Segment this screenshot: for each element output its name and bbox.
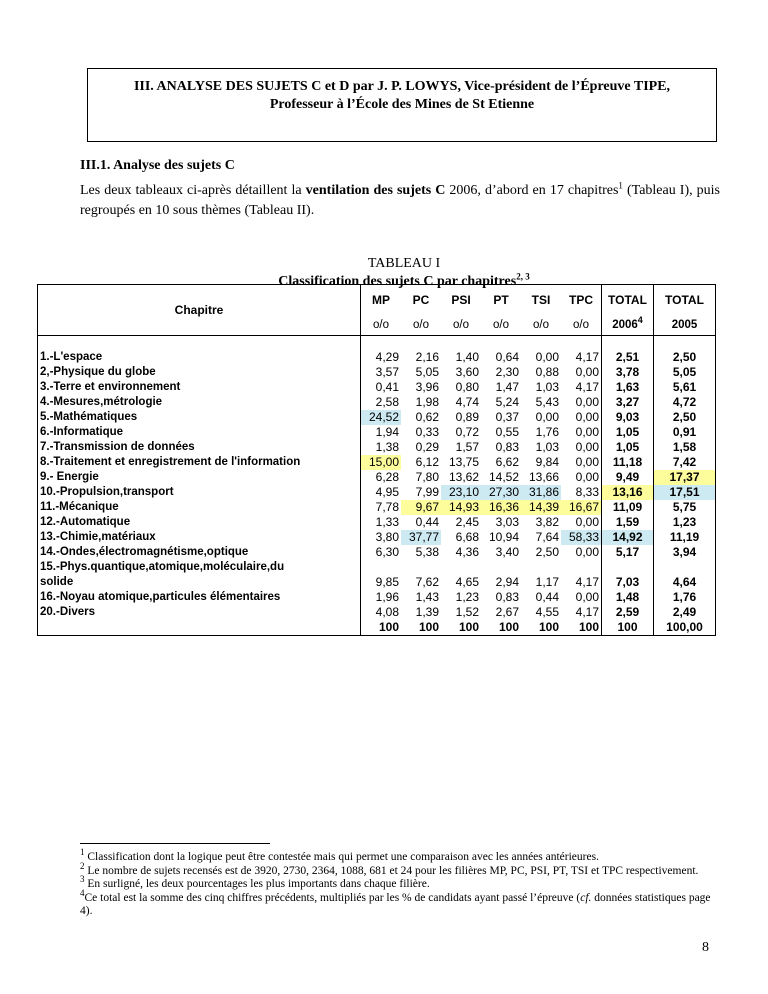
table-cell: 100,00 bbox=[654, 620, 716, 636]
chapter-label: 11.-Mécanique bbox=[38, 500, 361, 515]
table-cell: 2,45 bbox=[455, 515, 479, 529]
table-cell: 6,12 bbox=[415, 455, 439, 469]
table-cell: 9,49 bbox=[602, 470, 654, 485]
table-cell: 1,23 bbox=[455, 590, 479, 604]
table-cell: 2,30 bbox=[495, 365, 519, 379]
table-cell: 0,89 bbox=[455, 410, 479, 424]
table-cell: 0,91 bbox=[654, 425, 716, 440]
table-cell: 1,05 bbox=[602, 440, 654, 455]
table-cell: 5,17 bbox=[602, 545, 654, 560]
column-unit: o/o bbox=[481, 315, 521, 336]
table-cell: 10,94 bbox=[488, 530, 519, 544]
table-cell: 1,03 bbox=[535, 440, 559, 454]
column-unit: o/o bbox=[401, 315, 441, 336]
table-cell: 2,51 bbox=[602, 350, 654, 365]
table-cell: 6,30 bbox=[361, 545, 402, 560]
table-cell: 0,80 bbox=[455, 380, 479, 394]
table-cell: 0,00 bbox=[535, 350, 559, 364]
table-cell: 0,83 bbox=[495, 440, 519, 454]
table-row bbox=[38, 530, 716, 545]
intro-bold: ventilation des sujets C bbox=[305, 183, 446, 198]
column-header-pc: PC bbox=[401, 285, 441, 316]
table-cell: 5,05 bbox=[415, 365, 439, 379]
table-row bbox=[38, 515, 716, 530]
table-cell: 2,59 bbox=[602, 605, 654, 620]
table-cell: 1,40 bbox=[455, 350, 479, 364]
table-cell: 13,62 bbox=[448, 470, 479, 484]
intro-text-1: Les deux tableaux ci-après détaillent la bbox=[80, 183, 306, 198]
table-cell: 0,44 bbox=[415, 515, 439, 529]
chapter-label: 15.-Phys.quantique,atomique,moléculaire,du bbox=[38, 560, 361, 575]
table-cell: 4,72 bbox=[654, 395, 716, 410]
footnote: $^3$ En surligné, les deux pourcentages les plus importants dans chaque filière. bbox=[80, 874, 430, 890]
table-cell: 4,17 bbox=[561, 605, 602, 620]
table-cell: 3,40 bbox=[495, 545, 519, 559]
table-cell: 14,93 bbox=[441, 500, 481, 515]
table-cell: 4,29 bbox=[361, 350, 402, 365]
table-row bbox=[38, 395, 716, 410]
table-row bbox=[38, 470, 716, 485]
page-number: 8 bbox=[702, 940, 709, 955]
table-cell: 1,57 bbox=[455, 440, 479, 454]
chapter-label: 13.-Chimie,matériaux bbox=[38, 530, 361, 545]
intro-paragraph bbox=[80, 181, 720, 221]
table-cell: 0,00 bbox=[561, 515, 602, 530]
table-cell: 3,94 bbox=[654, 545, 716, 560]
table-cell: 3,82 bbox=[535, 515, 559, 529]
table-cell: 0,44 bbox=[535, 590, 559, 604]
table-cell: 11,19 bbox=[654, 530, 716, 545]
table-cell: 9,85 bbox=[361, 575, 402, 590]
table-cell: 5,38 bbox=[415, 545, 439, 559]
table-cell: 1,17 bbox=[535, 575, 559, 589]
chapter-label: 16.-Noyau atomique,particules élémentaires bbox=[38, 590, 361, 605]
table-row bbox=[38, 425, 716, 440]
table-row bbox=[38, 410, 716, 425]
chapter-label: solide bbox=[38, 575, 361, 590]
table-cell: 2,50 bbox=[535, 545, 559, 559]
chapter-label: 5.-Mathématiques bbox=[38, 410, 361, 425]
table-cell: 2,67 bbox=[495, 605, 519, 619]
table-cell: 100 bbox=[361, 620, 402, 636]
table-cell: 100 bbox=[441, 620, 481, 636]
table-cell: 5,61 bbox=[654, 380, 716, 395]
table-cell: 0,64 bbox=[495, 350, 519, 364]
chapter-label: 14.-Ondes,électromagnétisme,optique bbox=[38, 545, 361, 560]
column-unit: o/o bbox=[361, 315, 402, 336]
table-cell: 17,51 bbox=[654, 485, 716, 500]
caption-footnote-refs: 2, 3 bbox=[516, 271, 530, 282]
table-cell bbox=[401, 560, 441, 575]
table-cell bbox=[441, 560, 481, 575]
table-cell: 1,76 bbox=[654, 590, 716, 605]
intro-text-3: (Tableau I), puis regroupés en 10 sous thèmes (Tableau II). bbox=[80, 183, 721, 218]
chapter-label: 10.-Propulsion,transport bbox=[38, 485, 361, 500]
table-cell: 1,52 bbox=[455, 605, 479, 619]
table-cell: 0,00 bbox=[561, 455, 602, 470]
table-cell: 4,64 bbox=[654, 575, 716, 590]
chapter-label: 9.- Energie bbox=[38, 470, 361, 485]
column-header-total: TOTAL bbox=[654, 285, 716, 316]
table-cell: 17,37 bbox=[654, 470, 716, 485]
table-cell: 0,37 bbox=[495, 410, 519, 424]
table-cell: 0,00 bbox=[561, 470, 602, 485]
table-cell: 1,94 bbox=[361, 425, 402, 440]
table-cell: 100 bbox=[401, 620, 441, 636]
table-cell: 3,03 bbox=[495, 515, 519, 529]
table-row bbox=[38, 560, 716, 575]
header-line-2: Professeur à l’École des Mines de St Etienne bbox=[269, 97, 535, 112]
footnote-ref-4: 4 bbox=[637, 315, 643, 326]
table-cell: 13,16 bbox=[602, 485, 654, 500]
footnote: $^2$ Le nombre de sujets recensés est de 3920, 2730, 2364, 1088, 681 et 24 pour les filières MP, PC, PSI, PT, TSI et TPC respectivement. bbox=[80, 860, 699, 877]
table-cell: 1,03 bbox=[535, 380, 559, 394]
table-cell bbox=[602, 560, 654, 575]
section-title: III.1. Analyse des sujets C bbox=[80, 158, 235, 173]
table-cell bbox=[361, 560, 402, 575]
table-cell: 1,23 bbox=[654, 515, 716, 530]
table-cell: 4,74 bbox=[455, 395, 479, 409]
table-cell: 0,00 bbox=[561, 545, 602, 560]
chapter-label: 4.-Mesures,métrologie bbox=[38, 395, 361, 410]
table-cell: 3,57 bbox=[361, 365, 402, 380]
table-cell: 15,00 bbox=[361, 455, 402, 470]
table-cell: 3,27 bbox=[602, 395, 654, 410]
chapter-label: 7.-Transmission de données bbox=[38, 440, 361, 455]
table-cell: 0,62 bbox=[415, 410, 439, 424]
table-cell: 7,62 bbox=[415, 575, 439, 589]
table-row bbox=[38, 605, 716, 620]
table-cell: 24,52 bbox=[361, 410, 402, 425]
table-cell: 8,33 bbox=[561, 485, 602, 500]
column-unit: o/o bbox=[441, 315, 481, 336]
table-cell: 7,78 bbox=[361, 500, 402, 515]
table-row bbox=[38, 590, 716, 605]
footnote: $^1$ Classification dont la logique peut être contestée mais qui permet une comparaison avec les années antérieures. bbox=[80, 847, 599, 863]
table-cell: 7,42 bbox=[654, 455, 716, 470]
table-cell: 11,09 bbox=[602, 500, 654, 515]
table-row bbox=[38, 575, 716, 590]
footnote: $^4$Ce total est la somme des cinq chiffres précédents, multipliés par les % de candidats ayant passé l’épreuve (cf. données statistiques page 4). bbox=[80, 887, 711, 917]
table-cell: 1,76 bbox=[535, 425, 559, 439]
table-row bbox=[38, 350, 716, 365]
column-header-tpc: TPC bbox=[561, 285, 602, 316]
column-header-psi: PSI bbox=[441, 285, 481, 316]
footnotes bbox=[80, 847, 720, 919]
table-cell: 1,38 bbox=[361, 440, 402, 455]
table-cell: 4,17 bbox=[561, 575, 602, 590]
table-cell: 14,52 bbox=[488, 470, 519, 484]
table-cell: 7,03 bbox=[602, 575, 654, 590]
table-cell: 4,95 bbox=[361, 485, 402, 500]
column-header-pt: PT bbox=[481, 285, 521, 316]
table-cell: 14,39 bbox=[521, 500, 561, 515]
table-cell: 31,86 bbox=[521, 485, 561, 500]
table-cell: 6,28 bbox=[361, 470, 402, 485]
table-cell bbox=[481, 560, 521, 575]
table-cell: 1,47 bbox=[495, 380, 519, 394]
table-cell: 1,43 bbox=[415, 590, 439, 604]
table-cell: 16,67 bbox=[561, 500, 602, 515]
chapter-label: 6.-Informatique bbox=[38, 425, 361, 440]
table-cell: 5,75 bbox=[654, 500, 716, 515]
table-row bbox=[38, 380, 716, 395]
table-cell: 1,39 bbox=[415, 605, 439, 619]
caption-subtitle-text: Classification des sujets C par chapitres bbox=[278, 274, 517, 289]
footnote-ref-1: 1 bbox=[618, 180, 623, 191]
table-cell: 0,72 bbox=[455, 425, 479, 439]
table-cell: 0,00 bbox=[561, 440, 602, 455]
chapter-label: 8.-Traitement et enregistrement de l'information bbox=[38, 455, 361, 470]
table-cell: 6,68 bbox=[455, 530, 479, 544]
table-cell: 0,29 bbox=[415, 440, 439, 454]
chapter-label: 2,-Physique du globe bbox=[38, 365, 361, 380]
table-cell: 0,83 bbox=[495, 590, 519, 604]
table-cell: 2,50 bbox=[654, 350, 716, 365]
table-cell: 14,92 bbox=[602, 530, 654, 545]
table-cell: 23,10 bbox=[441, 485, 481, 500]
footnote-separator bbox=[80, 843, 270, 844]
table-cell: 0,00 bbox=[561, 425, 602, 440]
table-cell: 0,00 bbox=[561, 365, 602, 380]
table-cell: 5,43 bbox=[535, 395, 559, 409]
table-cell: 11,18 bbox=[602, 455, 654, 470]
table-cell: 4,08 bbox=[361, 605, 402, 620]
table-row bbox=[38, 485, 716, 500]
column-unit: o/o bbox=[561, 315, 602, 336]
table-cell: 7,64 bbox=[535, 530, 559, 544]
table-caption-title: TABLEAU I bbox=[367, 256, 441, 271]
table-cell: 13,66 bbox=[528, 470, 559, 484]
classification-table bbox=[37, 284, 716, 636]
table-cell: 0,00 bbox=[561, 395, 602, 410]
table-cell: 1,33 bbox=[361, 515, 402, 530]
table-cell: 1,98 bbox=[415, 395, 439, 409]
table-row bbox=[38, 545, 716, 560]
table-cell: 1,05 bbox=[602, 425, 654, 440]
table-cell: 37,77 bbox=[401, 530, 441, 545]
table-cell: 5,24 bbox=[495, 395, 519, 409]
table-row bbox=[38, 365, 716, 380]
table-cell: 0,00 bbox=[535, 410, 559, 424]
table-row bbox=[38, 620, 716, 636]
column-header-total: TOTAL bbox=[602, 285, 654, 316]
table-cell: 4,55 bbox=[535, 605, 559, 619]
table-row bbox=[38, 455, 716, 470]
table-cell: 13,75 bbox=[448, 455, 479, 469]
table-cell: 100 bbox=[481, 620, 521, 636]
table-cell: 7,99 bbox=[415, 485, 439, 499]
intro-text-2: 2006, d’abord en 17 chapitres bbox=[445, 183, 619, 198]
table-cell: 2,50 bbox=[654, 410, 716, 425]
column-unit: 2006$^4$ bbox=[602, 315, 654, 336]
table-cell: 58,33 bbox=[561, 530, 602, 545]
table-cell: 2,16 bbox=[415, 350, 439, 364]
table-row bbox=[38, 500, 716, 515]
table-cell: 2,49 bbox=[654, 605, 716, 620]
table-cell: 3,60 bbox=[455, 365, 479, 379]
table-cell: 7,80 bbox=[415, 470, 439, 484]
table-cell: 0,41 bbox=[361, 380, 402, 395]
chapter-label: 20.-Divers bbox=[38, 605, 361, 620]
table-cell: 27,30 bbox=[481, 485, 521, 500]
table-cell bbox=[654, 560, 716, 575]
column-unit: 2005 bbox=[654, 315, 716, 336]
table-cell: 6,62 bbox=[495, 455, 519, 469]
table-cell: 5,05 bbox=[654, 365, 716, 380]
column-unit: o/o bbox=[521, 315, 561, 336]
table-cell: 1,96 bbox=[361, 590, 402, 605]
chapter-column-header: Chapitre bbox=[38, 285, 361, 336]
table-cell: 0,55 bbox=[495, 425, 519, 439]
table-cell: 3,78 bbox=[602, 365, 654, 380]
table-cell: 1,59 bbox=[602, 515, 654, 530]
table-row bbox=[38, 440, 716, 455]
table-cell: 100 bbox=[561, 620, 602, 636]
table-cell: 2,58 bbox=[361, 395, 402, 410]
table-cell: 0,00 bbox=[561, 410, 602, 425]
chapter-label: 3.-Terre et environnement bbox=[38, 380, 361, 395]
table-cell: 1,48 bbox=[602, 590, 654, 605]
table-cell: 4,17 bbox=[561, 350, 602, 365]
table-cell: 1,63 bbox=[602, 380, 654, 395]
table-cell: 9,84 bbox=[535, 455, 559, 469]
table-cell: 9,03 bbox=[602, 410, 654, 425]
chapter-label: 12.-Automatique bbox=[38, 515, 361, 530]
table-cell: 3,96 bbox=[415, 380, 439, 394]
table-cell: 4,17 bbox=[561, 380, 602, 395]
table-cell bbox=[561, 560, 602, 575]
table-cell: 0,88 bbox=[535, 365, 559, 379]
table-cell: 16,36 bbox=[481, 500, 521, 515]
column-header-mp: MP bbox=[361, 285, 402, 316]
table-cell: 3,80 bbox=[361, 530, 402, 545]
table-cell: 0,00 bbox=[561, 590, 602, 605]
column-header-tsi: TSI bbox=[521, 285, 561, 316]
table-cell: 2,94 bbox=[495, 575, 519, 589]
table-cell: 4,65 bbox=[455, 575, 479, 589]
section-header-box bbox=[87, 68, 717, 142]
table-cell: 9,67 bbox=[401, 500, 441, 515]
table-cell: 100 bbox=[602, 620, 654, 636]
table-cell: 100 bbox=[521, 620, 561, 636]
table-cell: 1,58 bbox=[654, 440, 716, 455]
chapter-label bbox=[38, 620, 361, 636]
header-line-1: III. ANALYSE DES SUJETS C et D par J. P. LOWYS, Vice-président de l’Épreuve TIPE, bbox=[133, 79, 671, 94]
table-cell bbox=[521, 560, 561, 575]
table-cell: 4,36 bbox=[455, 545, 479, 559]
table-cell: 0,33 bbox=[415, 425, 439, 439]
chapter-label: 1.-L'espace bbox=[38, 350, 361, 365]
